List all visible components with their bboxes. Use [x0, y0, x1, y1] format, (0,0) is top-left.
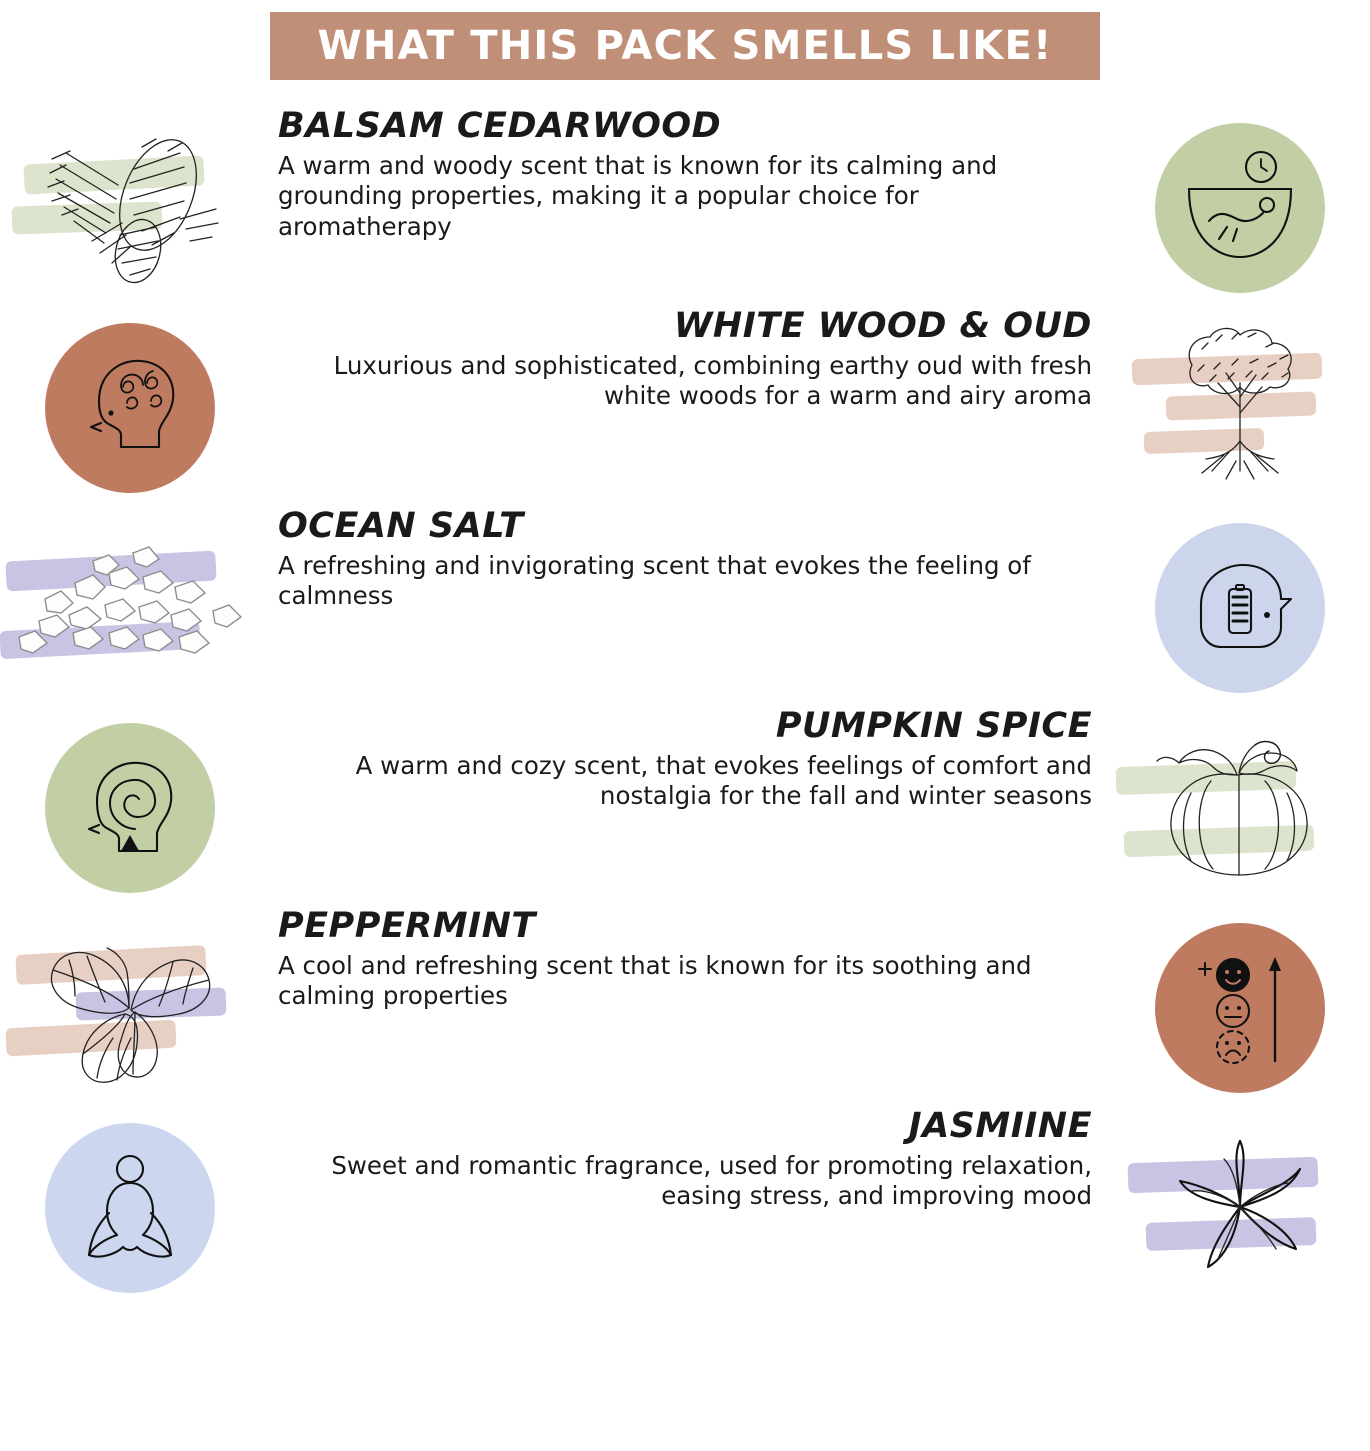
scent-name: PEPPERMINT — [278, 906, 536, 946]
head-with-swirls-icon — [45, 323, 215, 493]
benefit-badge — [0, 1108, 260, 1308]
scent-description: Sweet and romantic fragrance, used for promoting relaxation, easing stress, and improving mood — [331, 1150, 1092, 1211]
person-resting-in-hammock-icon — [1155, 123, 1325, 293]
benefit-badge — [0, 308, 260, 508]
list-item — [0, 708, 1370, 908]
benefit-badge — [1110, 508, 1370, 708]
jasmine-flower-icon — [1130, 1118, 1350, 1298]
scent-description: A refreshing and invigorating scent that evokes the feeling of calmness — [278, 550, 1031, 611]
scent-text — [260, 708, 1110, 812]
scent-description: A warm and woody scent that is known for its calming and grounding properties, making it a popular choice for aromatherapy — [278, 150, 998, 241]
benefit-badge — [1110, 108, 1370, 308]
pinecone-branch-icon — [20, 118, 240, 298]
benefit-badge — [0, 708, 260, 908]
scent-text — [260, 908, 1110, 1012]
benefit-badge — [1110, 908, 1370, 1108]
scent-illustration-jasmine — [1110, 1108, 1370, 1308]
scent-illustration-mint — [0, 908, 260, 1108]
mint-leaves-icon — [20, 918, 240, 1098]
head-with-battery-icon — [1155, 523, 1325, 693]
scent-name: OCEAN SALT — [278, 506, 524, 546]
scent-text — [260, 308, 1110, 412]
scent-illustration-pinecone — [0, 108, 260, 308]
scent-description: A cool and refreshing scent that is known for its soothing and calming properties — [278, 950, 1032, 1011]
scent-illustration-salt — [0, 508, 260, 708]
pumpkin-icon — [1130, 718, 1350, 898]
scent-name: JASMIINE — [908, 1106, 1092, 1146]
list-item — [0, 908, 1370, 1108]
salt-crystals-icon — [20, 518, 240, 698]
list-item — [0, 508, 1370, 708]
scent-text — [260, 1108, 1110, 1212]
header-band — [270, 12, 1100, 80]
header — [0, 0, 1370, 80]
scent-text — [260, 108, 1110, 243]
page-title: WHAT THIS PACK SMELLS LIKE! — [317, 23, 1053, 69]
scent-illustration-pumpkin — [1110, 708, 1370, 908]
scent-illustration-tree — [1110, 308, 1370, 508]
list-item — [0, 1108, 1370, 1308]
scent-text — [260, 508, 1110, 612]
scent-list — [0, 108, 1370, 1308]
list-item — [0, 108, 1370, 308]
mood-scale-faces-icon — [1155, 923, 1325, 1093]
scent-name: PUMPKIN SPICE — [775, 706, 1092, 746]
scent-description: A warm and cozy scent, that evokes feelings of comfort and nostalgia for the fall and winter seasons — [355, 750, 1092, 811]
meditating-person-icon — [45, 1123, 215, 1293]
scent-name: WHITE WOOD & OUD — [673, 306, 1092, 346]
head-with-spiral-icon — [45, 723, 215, 893]
scent-name: BALSAM CEDARWOOD — [278, 106, 722, 146]
scent-description: Luxurious and sophisticated, combining earthy oud with fresh white woods for a warm and airy aroma — [333, 350, 1092, 411]
list-item — [0, 308, 1370, 508]
tree-with-roots-icon — [1130, 318, 1350, 498]
